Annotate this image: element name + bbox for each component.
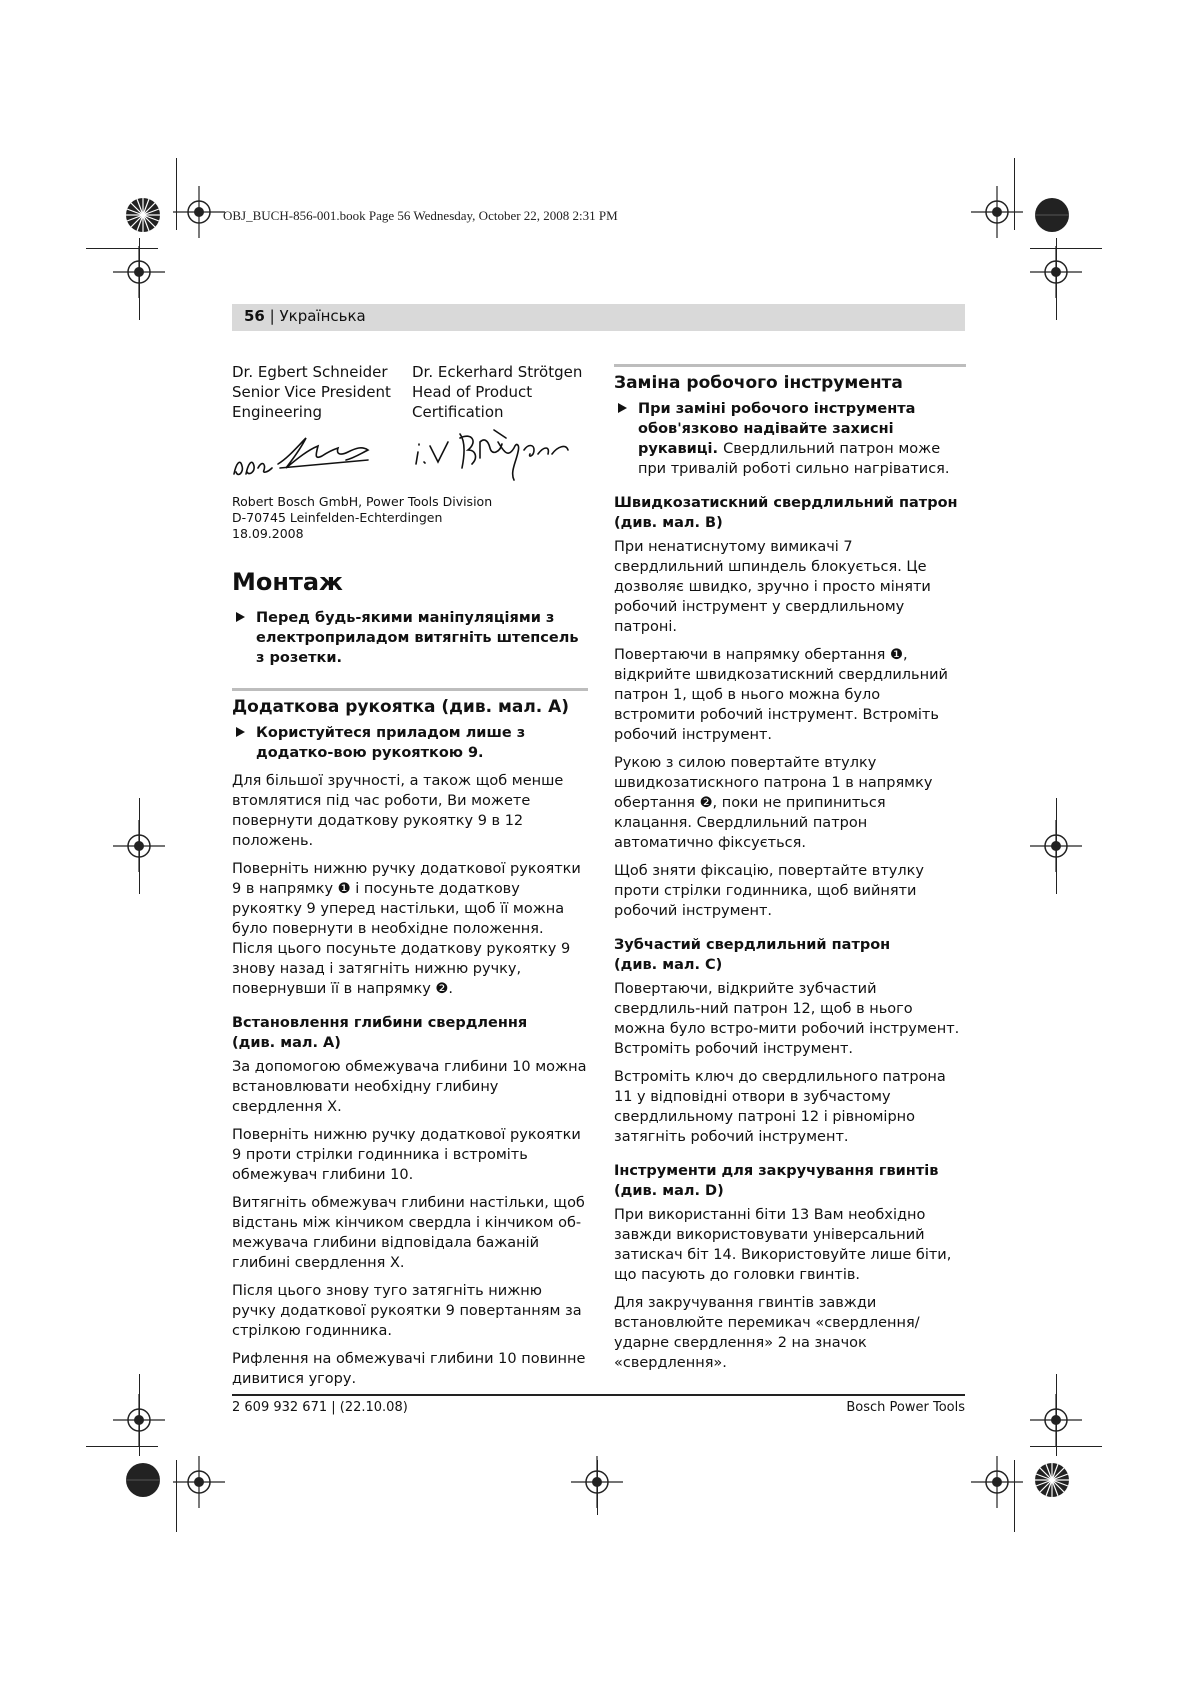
subheading-line: (див. мал. C) (614, 957, 723, 973)
section-heading-aux-handle: Додаткова рукоятка (див. мал. A) (232, 697, 570, 717)
subheading-depth-line: Встановлення глибини свердлення (232, 1015, 528, 1031)
registration-target (113, 246, 165, 298)
subheading-line: Інструменти для закручування гвинтів (614, 1163, 939, 1179)
signer-right-name: Dr. Eckerhard Strötgen (412, 363, 583, 381)
address-line: D-70745 Leinfelden-Echterdingen (232, 510, 443, 525)
bullet-triangle-icon (618, 403, 627, 413)
bullet-triangle-icon (236, 727, 245, 737)
registration-target (971, 1456, 1023, 1508)
paragraph: Витягніть обмежувач глибини настільки, щоб відстань між кінчиком свердла і кінчиком об-межувача глибини відповідала бажаній глибині свердлення X. (232, 1195, 585, 1271)
header-separator: | (269, 307, 275, 325)
aux-handle-bullet-text: Користуйтеся приладом лише з додатко-вою рукояткою 9. (256, 725, 526, 761)
signer-left-name: Dr. Egbert Schneider (232, 363, 388, 381)
tool-change-bullet-text: Свердлильний патрон може при тривалій роботі сильно нагріватися. (638, 441, 950, 477)
paragraph: Щоб зняти фіксацію, повертайте втулку проти стрілки годинника, щоб вийняти робочий інструмент. (614, 863, 924, 919)
paragraph: Рифлення на обмежувачі глибини 10 повинне дивитися угору. (232, 1351, 586, 1387)
color-target-solid (1035, 198, 1069, 232)
page-number: 56 (244, 307, 265, 325)
tool-change-bullet (614, 399, 966, 479)
handwritten-signatures (228, 428, 588, 488)
registration-target (1030, 820, 1082, 872)
address-line: Robert Bosch GmbH, Power Tools Division (232, 494, 493, 509)
color-target-star (126, 198, 160, 232)
paragraph: Поверніть нижню ручку додаткової рукоятки 9 проти стрілки годинника і встроміть обмежувач глибини 10. (232, 1127, 581, 1183)
paragraph: За допомогою обмежувача глибини 10 можна встановлювати необхідну глибину свердлення X. (232, 1059, 587, 1115)
subheading-line: (див. мал. D) (614, 1183, 724, 1199)
registration-target (173, 186, 225, 238)
manufacturer-address (232, 494, 492, 542)
color-target-solid (126, 1463, 160, 1497)
signature-left (234, 438, 368, 474)
registration-target (1030, 246, 1082, 298)
signer-left-title: Senior Vice President (232, 383, 391, 401)
footer-doc-number: 2 609 932 671 | (22.10.08) (232, 1400, 408, 1415)
section-rule (232, 688, 588, 691)
registration-target (113, 1394, 165, 1446)
subheading-screwdriving (614, 1161, 966, 1201)
paragraph: Повертаючи в напрямку обертання ❶, відкрийте швидкозатискний свердлильний патрон 1, щоб в нього можна було встромити робочий інструмент. Встроміть робочий інструмент. (614, 647, 948, 743)
subheading-keyed-chuck (614, 935, 966, 975)
warning-bullet (232, 608, 588, 668)
subheading-line: Швидкозатискний свердлильний патрон (614, 495, 958, 511)
header-language: Українська (279, 307, 366, 325)
subheading-line: (див. мал. B) (614, 515, 723, 531)
bullet-triangle-icon (236, 612, 245, 622)
paragraph: Поверніть нижню ручку додаткової рукоятки 9 в напрямку ❶ і посуньте додаткову рукоятку 9 уперед настільки, щоб її можна було повернути в необхідне положення. Після цього посуньте додаткову рукоятку 9 знову назад і затягніть нижню ручку, повернувши її в напрямку ❷. (232, 861, 581, 997)
section-heading-tool-change: Заміна робочого інструмента (614, 373, 903, 393)
page-header (244, 307, 366, 325)
registration-target (1030, 1394, 1082, 1446)
tool-change-bullet-bold: При заміні робочого інструмента обов'язково надівайте захисні рукавиці. (638, 401, 916, 457)
address-date: 18.09.2008 (232, 526, 304, 541)
subheading-depth (232, 1013, 588, 1053)
signer-right-title: Certification (412, 403, 504, 421)
print-slug: OBJ_BUCH-856-001.book Page 56 Wednesday, October 22, 2008 2:31 PM (223, 208, 618, 223)
right-column (614, 364, 966, 1381)
section-heading-montage: Монтаж (232, 568, 343, 596)
left-column (232, 568, 588, 1397)
paragraph: Рукою з силою повертайте втулку швидкозатискного патрона 1 в напрямку обертання ❷, поки не припиниться клацання. Свердлильний патрон автоматично фіксується. (614, 755, 933, 851)
footer-rule (232, 1394, 965, 1396)
paragraph: При використанні біти 13 Вам необхідно завжди використовувати універсальний затискач біт 14. Використовуйте лише біти, що пасують до головки гвинтів. (614, 1207, 952, 1283)
paragraph: При ненатиснутому вимикачі 7 свердлильний шпиндель блокується. Це дозволяє швидко, зручно і просто міняти робочий інструмент у свердлильному патроні. (614, 539, 931, 635)
signer-right-title: Head of Product (412, 383, 533, 401)
paragraph: Після цього знову туго затягніть нижню ручку додаткової рукоятки 9 повертанням за стрілкою годинника. (232, 1283, 582, 1339)
paragraph: Встроміть ключ до свердлильного патрона 11 у відповідні отвори в зубчастому свердлильному патроні 12 і рівномірно затягніть робочий інструмент. (614, 1069, 946, 1145)
paragraph: Для більшої зручності, а також щоб менше втомлятися під час роботи, Ви можете повернути додаткову рукоятку 9 в 12 положень. (232, 773, 564, 849)
color-target-star (1035, 1463, 1069, 1497)
aux-handle-bullet (232, 723, 588, 763)
footer-brand: Bosch Power Tools (846, 1400, 965, 1415)
paragraph: Повертаючи, відкрийте зубчастий свердлиль-ний патрон 12, щоб в нього можна було встро-мити робочий інструмент. Встроміть робочий інструмент. (614, 981, 960, 1057)
signer-left-title: Engineering (232, 403, 322, 421)
registration-target (971, 186, 1023, 238)
signature-right (416, 430, 568, 480)
paragraph: Для закручування гвинтів завжди встановлюйте перемикач «свердлення/ударне свердлення» 2 на значок «свердлення». (614, 1295, 920, 1371)
registration-target (571, 1456, 623, 1508)
section-rule (614, 364, 966, 367)
registration-target (173, 1456, 225, 1508)
subheading-line: Зубчастий свердлильний патрон (614, 937, 891, 953)
warning-text: Перед будь-якими маніпуляціями з електроприладом витягніть штепсель з розетки. (256, 610, 579, 666)
registration-target (113, 820, 165, 872)
subheading-depth-line: (див. мал. A) (232, 1035, 341, 1051)
subheading-keyless-chuck (614, 493, 966, 533)
